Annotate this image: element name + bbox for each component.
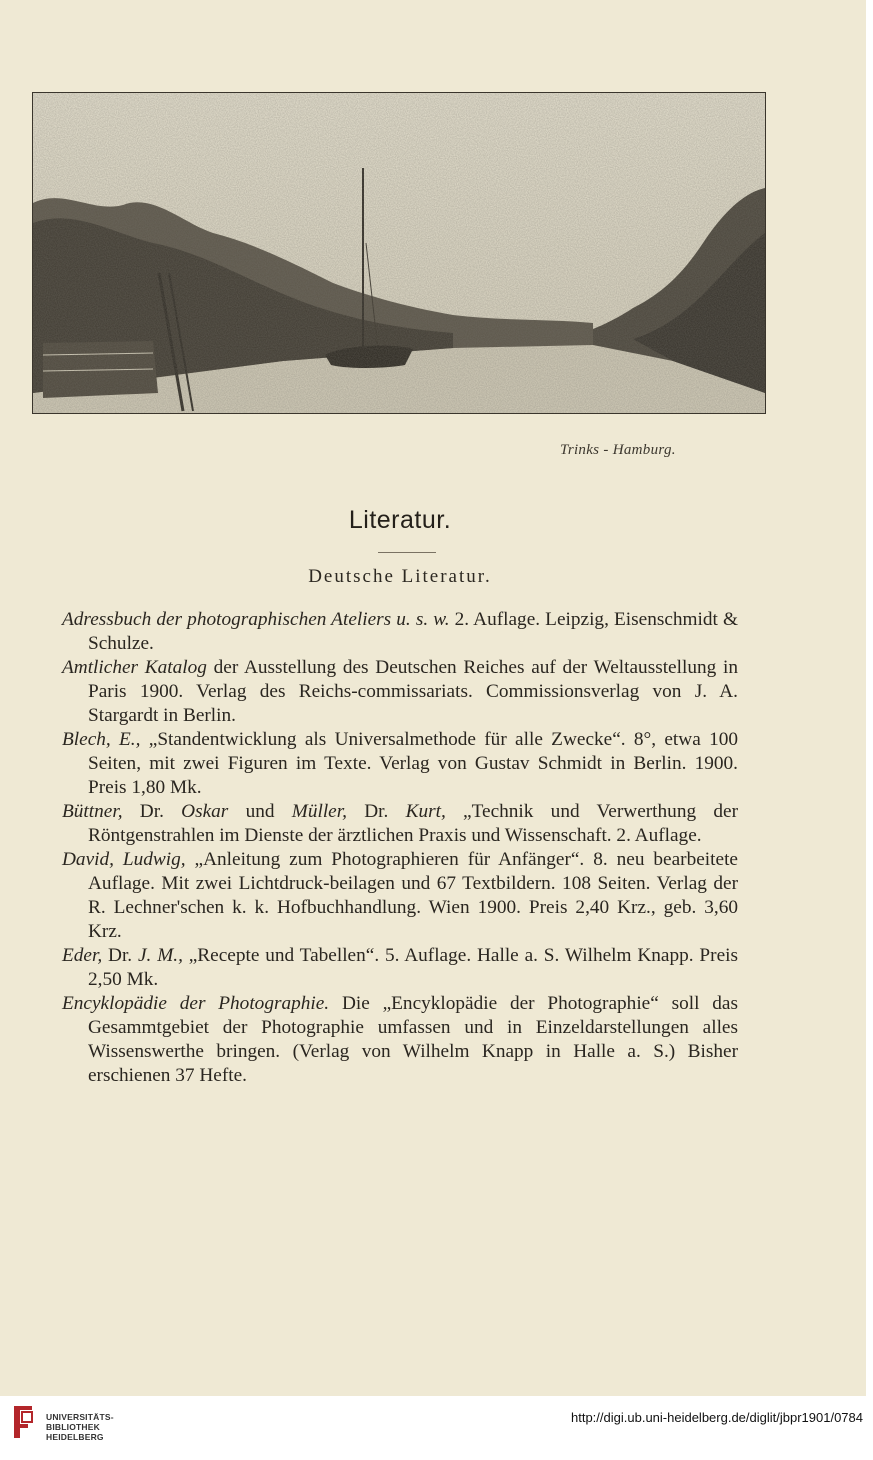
entry-italic-text: Eder, — [62, 945, 103, 966]
entry-text: und — [228, 801, 292, 822]
entry-text: Die „Encyklopädie der Photographie“ soll das Gesammtgebiet der Photographie umfassen und in Einzeldarstellungen alles Wissenswerthe bringen. (Verlag von Wilhelm Knapp in Halle a. S.) Bisher erschienen 37 Hefte. — [88, 993, 738, 1086]
heading-divider — [378, 552, 436, 553]
entry-text: „Technik und Verwerthung der Röntgenstrahlen im Dienste der ärztlichen Praxis und Wissenschaft. 2. Auflage. — [88, 801, 738, 846]
footer-bar — [0, 1396, 873, 1460]
logo-line-2: BIBLIOTHEK — [46, 1422, 100, 1432]
entry-text: „Recepte und Tabellen“. 5. Auflage. Halle a. S. Wilhelm Knapp. Preis 2,50 Mk. — [88, 945, 738, 990]
entry-italic-text: Müller, — [291, 801, 347, 822]
river-scene-illustration — [33, 93, 765, 413]
bibliography-entry — [62, 728, 738, 800]
source-url-link[interactable]: http://digi.ub.uni-heidelberg.de/diglit/jbpr1901/0784 — [571, 1410, 863, 1425]
entry-text: „Anleitung zum Photographieren für Anfänger“. 8. neu bearbeitete Auflage. Mit zwei Lichtdruck-beilagen und 67 Textbildern. 108 Seiten. Verlag der R. Lechner'schen k. k. Hofbuchhandlung. Wien 1900. Preis 2,40 Krz., geb. 3,60 Krz. — [88, 849, 738, 942]
logo-line-3: HEIDELBERG — [46, 1432, 104, 1442]
logo-line-1: UNIVERSITÄTS- — [46, 1412, 114, 1422]
bibliography-entry — [62, 848, 738, 944]
entry-italic-text: Büttner, — [62, 801, 123, 822]
bibliography-list — [62, 608, 738, 1088]
halftone-photograph — [32, 92, 766, 414]
bibliography-entry — [62, 944, 738, 992]
entry-text: Dr. — [102, 945, 138, 966]
entry-italic-text: Adressbuch der photographischen Ateliers u. s. w. — [62, 609, 450, 630]
bibliography-entry — [62, 656, 738, 728]
bibliography-entry — [62, 800, 738, 848]
photo-credit: Trinks - Hamburg. — [560, 442, 676, 458]
entry-italic-text: David, Ludwig, — [62, 849, 186, 870]
entry-italic-text: Encyklopädie der Photographie. — [62, 993, 330, 1014]
library-logo-icon — [10, 1404, 36, 1440]
entry-italic-text: Blech, E., — [62, 729, 141, 750]
bibliography-entry — [62, 992, 738, 1088]
entry-italic-text: J. M., — [137, 945, 183, 966]
entry-text: der Ausstellung des Deutschen Reiches auf der Weltausstellung in Paris 1900. Verlag des Reichs-commissariats. Commissionsverlag von J. A. Stargardt in Berlin. — [88, 657, 738, 726]
entry-text: Dr. — [122, 801, 182, 822]
library-logo-text — [46, 1412, 114, 1442]
entry-text: „Standentwicklung als Universalmethode für alle Zwecke“. 8°, etwa 100 Seiten, mit zwei Figuren im Texte. Verlag von Gustav Schmidt in Berlin. 1900. Preis 1,80 Mk. — [88, 729, 738, 798]
entry-italic-text: Amtlicher Katalog — [62, 657, 207, 678]
entry-italic-text: Oskar — [181, 801, 229, 822]
entry-text: 2. Auflage. Leipzig, Eisenschmidt & Schulze. — [88, 609, 739, 654]
section-heading: Literatur. — [348, 506, 452, 534]
bibliography-entry — [62, 608, 738, 656]
section-subheading: Deutsche Literatur. — [308, 566, 492, 587]
entry-italic-text: Kurt, — [405, 801, 446, 822]
entry-text: Dr. — [346, 801, 406, 822]
